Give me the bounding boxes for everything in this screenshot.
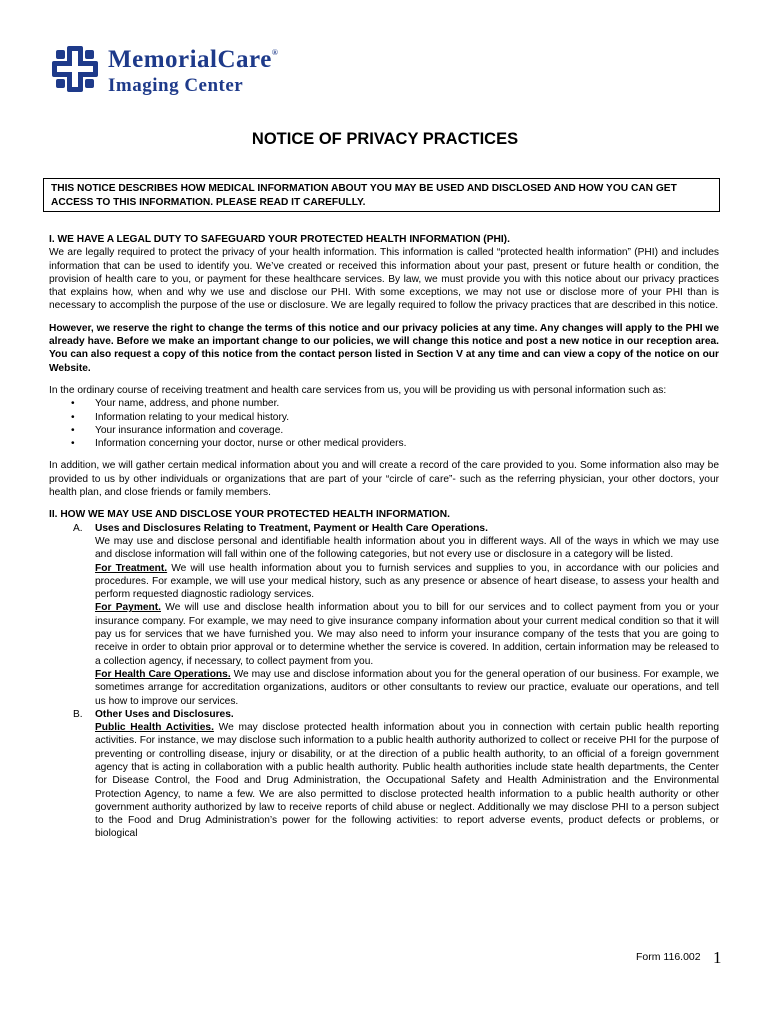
subsection-a-letter: A. — [73, 522, 83, 534]
section1-heading: I. WE HAVE A LEGAL DUTY TO SAFEGUARD YOUR PROTECTED HEALTH INFORMATION (PHI). — [49, 234, 510, 245]
notice-box: THIS NOTICE DESCRIBES HOW MEDICAL INFORMATION ABOUT YOU MAY BE USED AND DISCLOSED AND HOW YOU CAN GET ACCESS TO THIS INFORMATION. PLEASE READ IT CAREFULLY. — [43, 178, 720, 212]
public-health-label: Public Health Activities. — [95, 722, 214, 734]
subsection-b-letter: B. — [73, 708, 83, 720]
section1-paragraph1: We are legally required to protect the privacy of your health information. This information is called “protected health information” (PHI) and includes information that can be used to identify you. We’ve created or received this information about your past, present or future health or condition, the provision of health care to you, or payment for these healthcare services. By law, we must provide you with this notice about our privacy practices that explains how, when and why we use and disclose our PHI. With some exceptions, we may not use or disclose more of your PHI than is necessary to accomplish the purpose of the use or disclosure. We are legally required to follow the privacy practices that are described in this notice. — [49, 247, 719, 312]
list-item: • Your name, address, and phone number. — [71, 397, 719, 410]
logo-line2: Imaging Center — [108, 75, 244, 96]
section1-paragraph3: In the ordinary course of receiving treatment and health care services from us, you will be providing us with personal information such as: — [49, 384, 667, 396]
memorialcare-logo — [48, 42, 348, 100]
treatment-paragraph: For Treatment. We will use health information about you to furnish services and supplies to you, in accordance with our policies and procedures. For example, we will use your medical history, such as any presence or absence of heart disease, to assess your health and perform requested diagnostic radiology services. — [95, 562, 719, 601]
operations-label: For Health Care Operations. — [95, 668, 231, 680]
form-number: Form 116.002 — [636, 951, 701, 963]
list-item: • Information relating to your medical history. — [71, 411, 719, 424]
cross-icon — [48, 42, 102, 96]
public-health-paragraph: Public Health Activities. We may disclose protected health information about you in connection with certain public health reporting activities. For instance, we may disclose such information to a public health authority authorized to collect or receive PHI for the purpose of preventing or controlling disease, injury or disability, or at the direction of a public health authority, to an official of a foreign government agency that is acting in collaboration with a public health authority. Public health authorities include state health departments, the Center for Disease Control, the Food and Drug Administration, the Occupational Safety and Health Administration and the Environmental Protection Agency, to name a few. We are also permitted to disclose protected health information to a public health authority or other government authority authorized by law to receive reports of child abuse or neglect. Additionally we may disclose PHI to a person subject to the Food and Drug Administration’s power for the following activities: to report adverse events, product defects or problems, or biological — [95, 722, 720, 840]
treatment-label: For Treatment. — [95, 562, 168, 574]
document-body — [49, 233, 719, 841]
operations-paragraph: For Health Care Operations. We may use and disclose information about you for the general operation of our business. For example, we sometimes arrange for accreditation organizations, auditors or other consultants to review our practice, evaluate our operations, and tell us how to improve our services. — [95, 668, 719, 707]
section1-paragraph4: In addition, we will gather certain medical information about you and will create a record of the care provided to you. Some information also may be provided to us by other individuals or organizations that are part of your “circle of care”- such as the referring physician, your other doctors, your health plan, and close friends or family members. — [49, 460, 719, 499]
subsection-a-title: Uses and Disclosures Relating to Treatment, Payment or Health Care Operations. — [95, 522, 488, 534]
subsection-b-title: Other Uses and Disclosures. — [95, 708, 234, 720]
list-item: • Your insurance information and coverage. — [71, 424, 719, 437]
section2-heading: II. HOW WE MAY USE AND DISCLOSE YOUR PROTECTED HEALTH INFORMATION. — [49, 509, 450, 521]
payment-paragraph: For Payment. We will use and disclose health information about you to bill for our services and to collect payment from you or your insurance company. For example, we may need to give insurance company information about your current medical condition so that it will pay us for services that we have furnished you. We may also need to inform your insurance company of the tests that you are going to receive in order to obtain prior approval or to determine whether the service is covered. In addition, certain information may be released to a collection agency, if necessary, to collect payment from you. — [95, 602, 719, 667]
subsection-a-intro: We may use and disclose personal and identifiable health information about you in different ways. All of the ways in which we may use and disclose information will fall within one of the following categories, but not every use or disclosure in a category will be listed. — [95, 535, 719, 561]
list-item: • Information concerning your doctor, nurse or other medical providers. — [71, 437, 719, 450]
page-title: NOTICE OF PRIVACY PRACTICES — [251, 130, 519, 148]
payment-label: For Payment. — [95, 602, 161, 614]
subsection-b — [49, 708, 719, 841]
logo-line1: MemorialCare® — [108, 46, 279, 73]
page-number: 1 — [713, 948, 722, 967]
personal-info-list — [49, 397, 719, 450]
subsection-a — [49, 522, 719, 708]
section1-paragraph2: However, we reserve the right to change the terms of this notice and our privacy policies at any time. Any changes will apply to the PHI we already have. Before we make an important change to our policies, we will change this notice and post a new notice in our reception area. You can also request a copy of this notice from the contact person listed in Section V at any time and can view a copy of the notice on our Website. — [49, 322, 719, 374]
